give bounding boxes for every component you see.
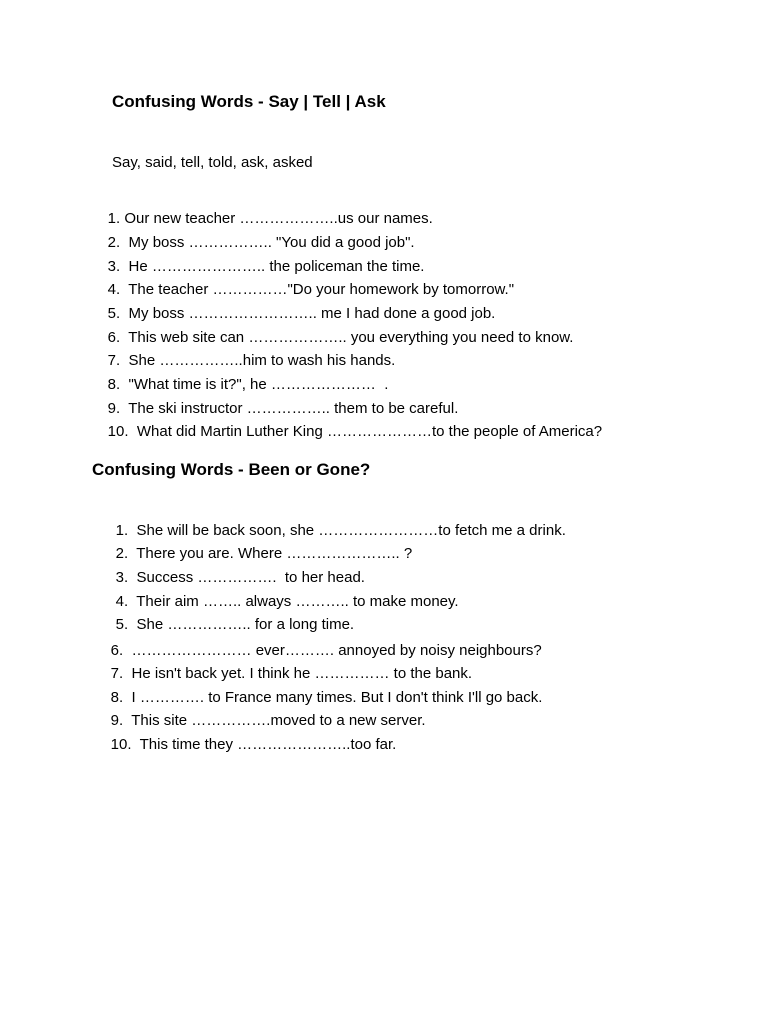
- item-number: 4.: [107, 281, 121, 298]
- item-text: She …………….. for a long time.: [136, 616, 355, 633]
- item-text: …………………… ever………. annoyed by noisy neighbours?: [131, 642, 542, 659]
- item-number: 5.: [107, 305, 121, 322]
- item-text: Their aim …….. always ……….. to make money.: [136, 593, 459, 610]
- item-text: I …………. to France many times. But I don't think I'll go back.: [131, 689, 543, 706]
- item-number: 10.: [107, 423, 129, 440]
- item-text: What did Martin Luther King …………………to the people of America?: [136, 423, 603, 440]
- item-number: 1.: [115, 522, 129, 539]
- item-text: The teacher ……………"Do your homework by tomorrow.": [128, 281, 515, 298]
- item-text: He isn't back yet. I think he …………… to the bank.: [131, 665, 473, 682]
- item-number: 6.: [110, 642, 124, 659]
- item-number: 3.: [107, 258, 121, 275]
- item-number: 7.: [107, 352, 121, 369]
- item-number: 4.: [115, 593, 129, 610]
- item-text: This time they …………………..too far.: [139, 736, 397, 753]
- section1-item: [91, 405, 602, 459]
- item-number: 7.: [110, 665, 124, 682]
- item-number: 5.: [115, 616, 129, 633]
- item-text: She will be back soon, she ……………………to fetch me a drink.: [136, 522, 566, 539]
- item-number: 9.: [107, 400, 121, 417]
- item-text: This site …………….moved to a new server.: [131, 712, 426, 729]
- item-number: 9.: [110, 712, 124, 729]
- item-text: My boss …………………….. me I had done a good job.: [128, 305, 496, 322]
- item-text: She ……………..him to wash his hands.: [128, 352, 396, 369]
- item-text: He ………………….. the policeman the time.: [128, 258, 425, 275]
- item-text: This web site can ……………….. you everything you need to know.: [128, 329, 574, 346]
- item-text: My boss …………….. "You did a good job".: [128, 234, 415, 251]
- item-text: The ski instructor …………….. them to be careful.: [128, 400, 459, 417]
- item-number: 6.: [107, 329, 121, 346]
- item-number: 10.: [110, 736, 132, 753]
- item-number: 2.: [107, 234, 121, 251]
- section2-title: Confusing Words - Been or Gone?: [92, 460, 371, 479]
- item-number: 8.: [110, 689, 124, 706]
- item-number: 8.: [107, 376, 121, 393]
- item-number: 1.: [107, 210, 121, 227]
- item-text: Our new teacher ………………..us our names.: [124, 210, 433, 227]
- item-text: There you are. Where ………………….. ?: [136, 545, 413, 562]
- item-number: 3.: [115, 569, 129, 586]
- item-text: Success ……………. to her head.: [136, 569, 365, 586]
- item-number: 2.: [115, 545, 129, 562]
- section1-title: Confusing Words - Say | Tell | Ask: [112, 92, 386, 111]
- item-text: "What time is it?", he ………………… .: [128, 376, 389, 393]
- section1-word-list: Say, said, tell, told, ask, asked: [112, 154, 313, 171]
- section2-item: [94, 718, 396, 772]
